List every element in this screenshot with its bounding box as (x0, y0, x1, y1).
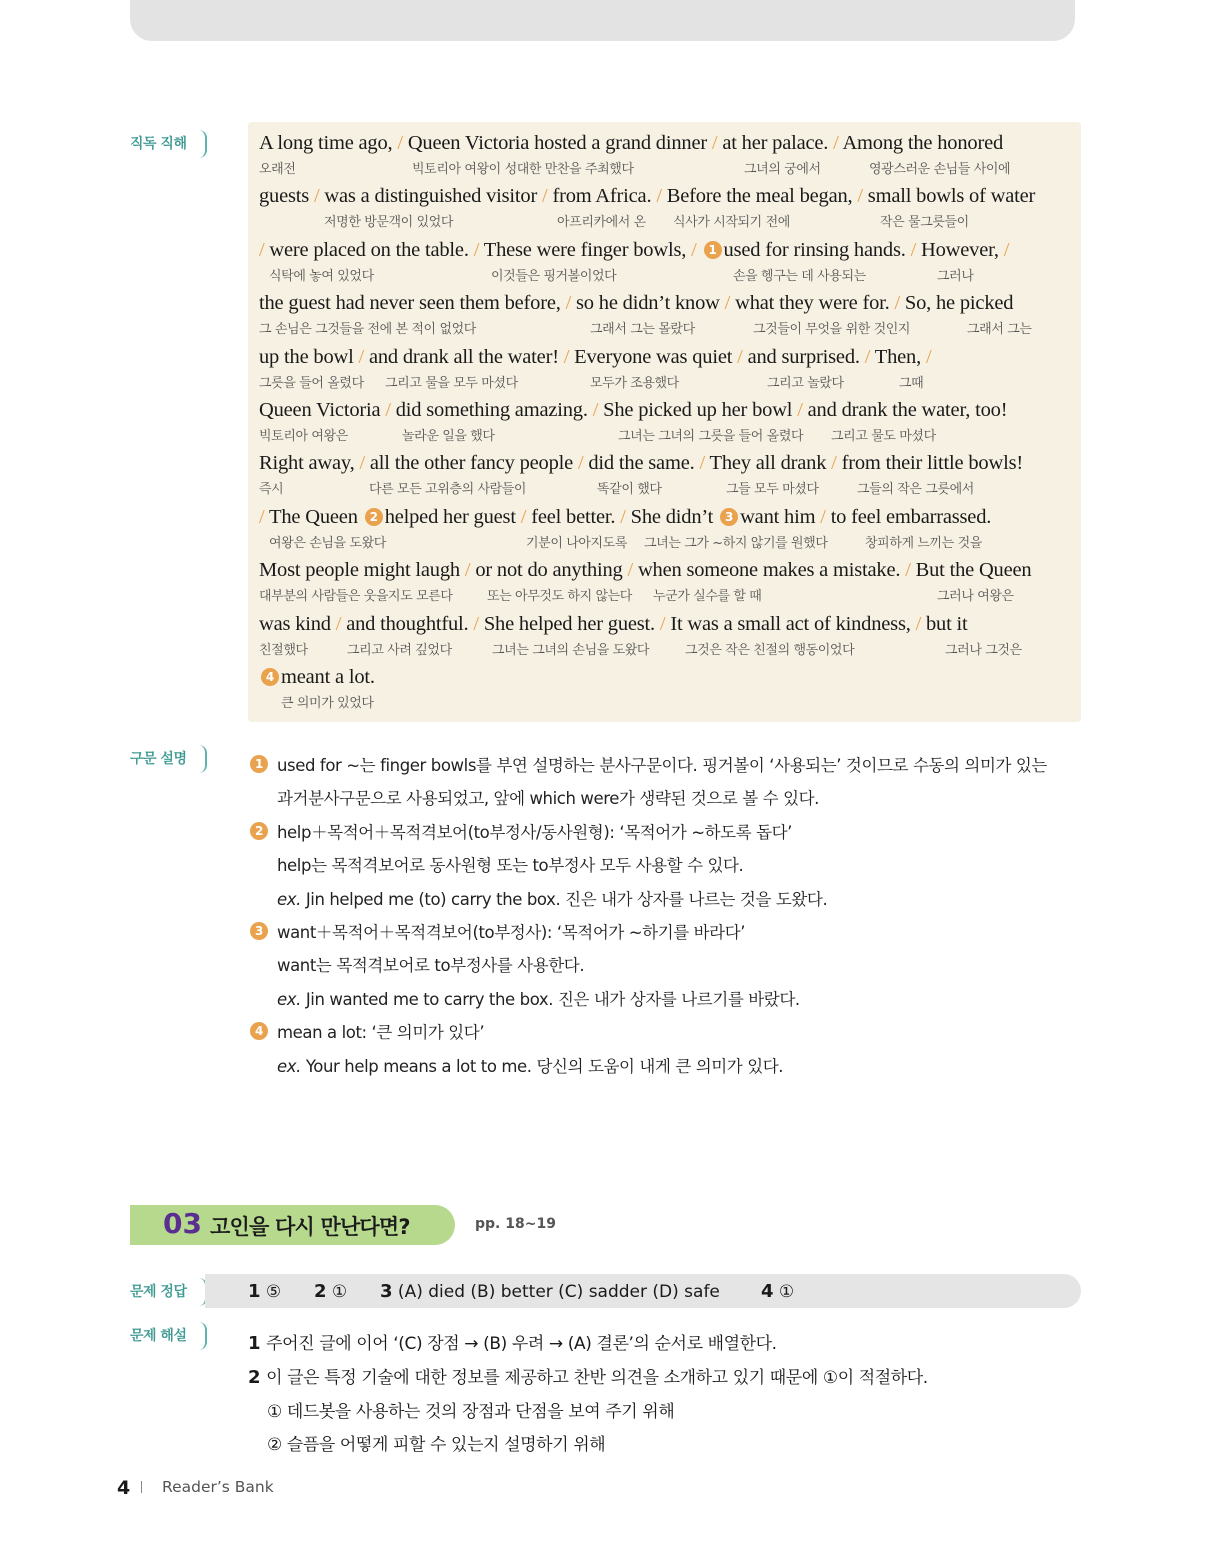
chunk-slash: / (565, 292, 572, 315)
page-number: 4 (117, 1477, 131, 1499)
chunk-slash: / (905, 559, 911, 582)
chunk-slash: / (820, 505, 826, 528)
solution-choice: ① 데드봇을 사용하는 것의 장점과 단점을 보여 주기 위해 (267, 1402, 675, 1422)
english-chunk: what they were for. (730, 292, 895, 315)
answer-number: 4 (761, 1281, 774, 1302)
korean-gloss: 아프리카에서 온 (557, 215, 646, 231)
explanation-line: 과거분사구문으로 사용되었고, 앞에 which were가 생략된 것으로 볼 수 있다. (277, 789, 819, 809)
english-chunk: was a distinguished visitor (319, 185, 543, 208)
english-text (259, 559, 1031, 582)
english-chunk: However, (916, 238, 1004, 261)
korean-gloss: 그것은 작은 친절의 행동이었다 (685, 642, 855, 658)
english-chunk: up the bowl (259, 345, 359, 368)
example-text: Jin wanted me to carry the box. 진은 내가 상자를 나르기를 바랐다. (300, 989, 800, 1009)
chunk-slash: / (592, 399, 599, 421)
label-syntax: 구문 설명 (130, 745, 207, 773)
korean-gloss: 그녀는 그가 ~하지 않기를 원했다 (644, 535, 828, 551)
english-chunk: But the Queen (910, 559, 1032, 582)
explanation-line: help＋목적어＋목적격보어(to부정사/동사원형): ‘목적어가 ~하도록 돕다’ (277, 822, 793, 842)
english-chunk: but it (921, 612, 968, 635)
chunk-slash: / (563, 345, 570, 368)
english-chunk: Before the meal began, (661, 185, 858, 208)
chunk-slash: / (335, 612, 342, 635)
korean-gloss: 즉시 (259, 482, 284, 498)
english-chunk: Right away, (259, 452, 360, 475)
korean-gloss: 그녀는 그녀의 그릇을 들어 올렸다 (618, 429, 804, 444)
top-banner (130, 0, 1075, 41)
chapter-header (130, 1205, 455, 1245)
korean-gloss: 그들의 작은 그릇에서 (857, 482, 974, 498)
chunk-slash: / (520, 505, 527, 528)
chunk-slash: / (691, 238, 697, 261)
english-chunk: The Queen (264, 505, 363, 528)
korean-gloss: 놀라운 일을 했다 (402, 429, 495, 444)
chunk-slash: / (894, 292, 900, 315)
reading-line (259, 551, 1077, 605)
korean-gloss: 그리고 물을 모두 마셨다 (385, 375, 518, 391)
chapter-title: 고인을 다시 만난다면? (210, 1215, 410, 1239)
chunk-slash: / (857, 185, 863, 208)
english-chunk: So, he picked (899, 292, 1014, 315)
answer-item (248, 1281, 281, 1302)
chunk-slash: / (385, 399, 391, 421)
reading-line (259, 391, 1077, 444)
answer-number: 1 (248, 1281, 261, 1302)
chunk-slash: / (831, 452, 837, 475)
chunk-slash: / (473, 238, 480, 261)
korean-gloss: 똑같이 했다 (597, 482, 662, 498)
korean-gloss: 그래서 그는 몰랐다 (590, 322, 695, 338)
reading-line (259, 338, 1077, 391)
korean-gloss: 그 손님은 그것들을 전에 본 적이 없었다 (259, 322, 476, 338)
korean-gloss: 그러나 (937, 268, 974, 284)
book-title: Reader’s Bank (162, 1478, 274, 1496)
korean-gloss: 빅토리아 여왕은 (259, 429, 348, 444)
korean-gloss: 그러나 여왕은 (937, 589, 1014, 605)
english-chunk: did something amazing. (390, 399, 593, 421)
chunk-slash: / (259, 505, 265, 528)
reading-line (259, 498, 1077, 551)
english-chunk: and drank the water, too! (802, 399, 1008, 421)
point-number-badge: 3 (720, 508, 738, 526)
solution-line (248, 1329, 777, 1354)
korean-gloss: 친절했다 (259, 642, 308, 658)
english-chunk (697, 239, 702, 261)
chunk-slash: / (627, 559, 634, 582)
solution-line (248, 1363, 928, 1388)
point-number-badge: 1 (704, 241, 722, 259)
reading-line (259, 284, 1077, 338)
english-chunk: or not do anything (470, 559, 628, 582)
english-chunk: was kind (259, 612, 336, 635)
english-chunk: Everyone was quiet (569, 345, 738, 368)
point-number-badge: 2 (250, 822, 268, 840)
korean-gloss: 그리고 물도 마셨다 (831, 429, 936, 444)
korean-gloss: 저명한 방문객이 있었다 (324, 215, 454, 231)
english-chunk: all the other fancy people (364, 452, 578, 475)
korean-gloss: 또는 아무것도 하지 않는다 (487, 589, 632, 605)
korean-gloss: 그녀의 궁에서 (744, 162, 821, 177)
english-chunk: were placed on the table. (264, 238, 474, 261)
answer-number: 2 (314, 1281, 327, 1302)
example-label: ex. (277, 889, 301, 909)
korean-gloss: 손을 헹구는 데 사용되는 (733, 268, 866, 284)
english-chunk: when someone makes a mistake. (633, 559, 906, 582)
korean-gloss: 큰 의미가 있었다 (281, 696, 374, 711)
solution-text: 이 글은 특정 기술에 대한 정보를 제공하고 찬반 의견을 소개하고 있기 때문에 ①이 적절하다. (266, 1368, 928, 1388)
chunk-slash: / (737, 345, 743, 368)
english-chunk: at her palace. (717, 132, 834, 154)
english-chunk: Queen Victoria hosted a grand dinner (402, 132, 712, 154)
answer-value: ⑤ (260, 1282, 282, 1302)
label-solutions: 문제 해설 (130, 1322, 207, 1350)
answer-value: ① (326, 1282, 348, 1302)
solution-number: 1 (248, 1333, 261, 1354)
english-text (259, 399, 1007, 422)
answer-item (761, 1281, 794, 1302)
chunk-slash: / (313, 185, 320, 208)
point-number-badge: 2 (365, 508, 383, 526)
korean-gloss: 그래서 그는 (967, 322, 1032, 338)
korean-gloss: 그녀는 그녀의 손님을 도왔다 (492, 642, 650, 658)
english-chunk: helped her guest (384, 505, 521, 528)
point-number-badge: 3 (250, 922, 268, 940)
english-chunk: so he didn’t know (571, 292, 725, 315)
explanation-line: want는 목적격보어로 to부정사를 사용한다. (277, 956, 585, 976)
example-text: Jin helped me (to) carry the box. 진은 내가 상자를 나르는 것을 도왔다. (300, 889, 828, 909)
answer-value: ① (773, 1282, 795, 1302)
english-chunk: from Africa. (547, 185, 657, 208)
korean-gloss: 작은 물그릇들이 (880, 215, 969, 231)
korean-gloss: 빅토리아 여왕이 성대한 만찬을 주최했다 (412, 162, 634, 177)
english-chunk: and drank all the water! (364, 345, 564, 368)
english-chunk: A long time ago, (259, 132, 398, 154)
english-chunk: She picked up her bowl (598, 399, 798, 421)
reading-line (259, 124, 1077, 177)
english-chunk: used for rinsing hands. (723, 238, 911, 261)
explanation-line: want＋목적어＋목적격보어(to부정사): ‘목적어가 ~하기를 바라다’ (277, 923, 746, 942)
english-text (259, 613, 968, 636)
chunk-slash: / (473, 612, 479, 635)
english-chunk: and thoughtful. (341, 612, 474, 635)
english-chunk: and surprised. (742, 345, 865, 368)
english-chunk: the guest had never seen them before, (259, 292, 566, 315)
english-text (259, 666, 375, 689)
chunk-slash: / (915, 612, 922, 635)
korean-gloss: 그릇을 들어 올렸다 (259, 375, 364, 391)
english-chunk: want him (740, 505, 821, 528)
korean-gloss: 이것들은 핑거볼이었다 (491, 268, 617, 284)
english-chunk: Among the honored (838, 132, 1004, 154)
korean-gloss: 그것들이 무엇을 위한 것인지 (753, 322, 911, 338)
chunk-slash: / (620, 505, 626, 528)
example-sentence (277, 886, 827, 910)
korean-gloss: 영광스러운 손님들 사이에 (869, 162, 1011, 177)
reading-line (259, 231, 1077, 284)
english-chunk: feel better. (526, 505, 621, 528)
korean-gloss: 식탁에 놓여 있었다 (269, 268, 374, 284)
example-text: Your help means a lot to me. 당신의 도움이 내게 큰 의미가 있다. (300, 1056, 784, 1076)
solution-text: 주어진 글에 이어 ‘(C) 장점 → (B) 우려 → (A) 결론’의 순서로 배열한다. (266, 1334, 777, 1354)
chunk-slash: / (397, 132, 403, 154)
korean-gloss: 다른 모든 고위층의 사람들이 (369, 482, 527, 498)
english-chunk: Queen Victoria (259, 399, 386, 421)
english-text (259, 239, 1009, 262)
korean-gloss: 그때 (899, 375, 924, 391)
reading-line (259, 177, 1077, 231)
reading-line (259, 658, 1077, 711)
chunk-slash: / (711, 132, 718, 154)
english-chunk: She helped her guest. (478, 612, 660, 635)
point-number-badge: 4 (261, 668, 279, 686)
korean-gloss: 기분이 나아지도록 (526, 535, 627, 551)
english-chunk: These were finger bowls, (479, 238, 692, 261)
chunk-slash: / (699, 452, 705, 475)
chunk-slash: / (577, 452, 584, 475)
explanation-line: used for ~는 finger bowls를 부연 설명하는 분사구문이다. 핑거볼이 ‘사용되는’ 것이므로 수동의 의미가 있는 (277, 756, 1047, 775)
footer-divider (141, 1481, 142, 1493)
english-chunk: did the same. (583, 452, 700, 475)
english-text (259, 506, 991, 529)
english-chunk: guests (259, 185, 314, 208)
korean-gloss: 그러나 그것은 (945, 642, 1022, 658)
chunk-slash: / (925, 345, 932, 368)
english-chunk: meant a lot. (281, 666, 375, 688)
answer-number: 3 (380, 1281, 393, 1302)
chunk-slash: / (259, 238, 265, 261)
korean-gloss: 그리고 사려 깊었다 (347, 642, 452, 658)
chunk-slash: / (724, 292, 731, 315)
chunk-slash: / (358, 345, 365, 368)
english-chunk: to feel embarrassed. (825, 505, 992, 528)
point-number-badge: 4 (250, 1022, 268, 1040)
chunk-slash: / (656, 185, 662, 208)
korean-gloss: 여왕은 손님을 도왔다 (269, 535, 386, 551)
english-chunk: It was a small act of kindness, (665, 612, 916, 635)
english-text (259, 132, 1003, 155)
example-label: ex. (277, 989, 301, 1009)
chunk-slash: / (1003, 238, 1010, 261)
english-chunk: small bowls of water (862, 185, 1036, 208)
example-label: ex. (277, 1056, 301, 1076)
reading-line (259, 444, 1077, 498)
korean-gloss: 모두가 조용했다 (590, 375, 679, 391)
english-text (259, 185, 1035, 208)
english-chunk: She didn’t (625, 505, 719, 528)
korean-gloss: 창피하게 느끼는 것을 (865, 535, 982, 551)
chunk-slash: / (833, 132, 839, 154)
example-sentence (277, 986, 800, 1010)
korean-gloss: 누군가 실수를 할 때 (653, 589, 762, 605)
answer-item (314, 1281, 347, 1302)
answer-value: (A) died (B) better (C) sadder (D) safe (392, 1282, 720, 1302)
chunk-slash: / (910, 238, 917, 261)
english-chunk: Most people might laugh (259, 559, 465, 582)
english-chunk: Then, (870, 345, 926, 368)
english-text (259, 346, 931, 369)
chapter-pages: pp. 18~19 (475, 1216, 556, 1232)
chunk-slash: / (659, 612, 666, 635)
english-text (259, 452, 1023, 475)
korean-gloss: 대부분의 사람들은 웃을지도 모른다 (259, 589, 453, 605)
chapter-number: 03 (163, 1207, 202, 1240)
label-answers: 문제 정답 (130, 1278, 207, 1306)
chunk-slash: / (797, 399, 803, 421)
reading-line (259, 605, 1077, 658)
solution-number: 2 (248, 1367, 261, 1388)
chunk-slash: / (542, 185, 548, 208)
korean-gloss: 그들 모두 마셨다 (726, 482, 819, 498)
answer-bar (205, 1274, 1081, 1308)
korean-gloss: 그리고 놀랐다 (767, 375, 844, 391)
label-reading: 직독 직해 (130, 130, 207, 158)
chunk-slash: / (464, 559, 471, 582)
english-chunk: from their little bowls! (836, 452, 1023, 475)
reading-passage-box (248, 122, 1081, 722)
answer-item (380, 1281, 720, 1302)
chunk-slash: / (359, 452, 365, 475)
korean-gloss: 식사가 시작되기 전에 (673, 215, 790, 231)
point-number-badge: 1 (250, 755, 268, 773)
explanation-line: help는 목적격보어로 동사원형 또는 to부정사 모두 사용할 수 있다. (277, 856, 744, 876)
solution-choice: ② 슬픔을 어떻게 피할 수 있는지 설명하기 위해 (267, 1435, 606, 1455)
chunk-slash: / (864, 345, 871, 368)
korean-gloss: 오래전 (259, 162, 296, 177)
english-text (259, 292, 1013, 315)
english-chunk: They all drank (704, 452, 832, 475)
explanation-line: mean a lot: ‘큰 의미가 있다’ (277, 1023, 485, 1043)
example-sentence (277, 1053, 783, 1077)
